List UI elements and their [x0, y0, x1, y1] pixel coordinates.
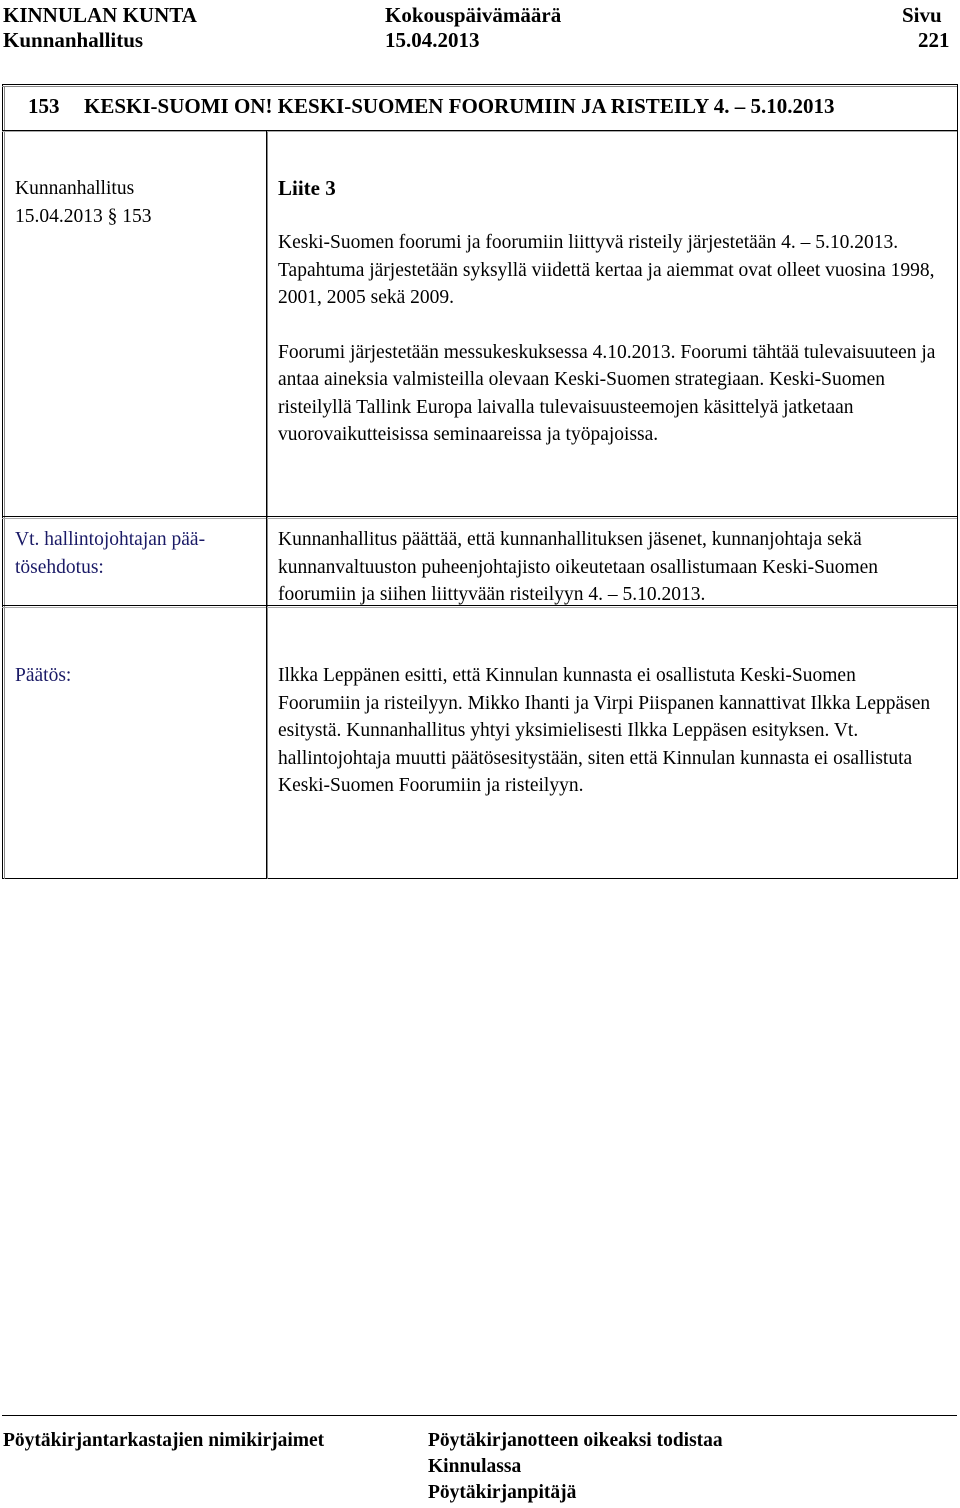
footer-secretary: Pöytäkirjanpitäjä — [428, 1482, 577, 1503]
item-heading — [28, 94, 834, 119]
footer-initials-label: Pöytäkirjantarkastajien nimikirjaimet — [3, 1430, 325, 1451]
proposal-label-line-1: Vt. hallintojohtajan pää- — [15, 529, 206, 550]
meeting-date-label: Kokouspäivämäärä — [385, 3, 562, 27]
appendix-paragraph-1: Keski-Suomen foorumi ja foorumiin liittyvä risteily järjestetään 4. – 5.10.2013. Tapahtuma järjestetään syksyllä viidettä kertaa ja aiemmat ovat olleet vuosina 1998, 2001, 2005 sekä 2009. — [278, 232, 935, 308]
municipality-name: KINNULAN KUNTA — [3, 3, 197, 27]
meta-date: 15.04.2013 — [15, 205, 103, 227]
meta-block — [15, 175, 255, 230]
appendix-section — [278, 175, 943, 449]
meta-date-section — [15, 203, 255, 231]
meeting-date: 15.04.2013 — [385, 28, 480, 52]
item-number: 153 — [28, 94, 60, 118]
page-number: 221 — [918, 28, 950, 52]
proposal-label — [15, 526, 260, 581]
meta-section-number: 153 — [122, 205, 152, 227]
decision-text: Ilkka Leppänen esitti, että Kinnulan kunnasta ei osallistuta Keski-Suomen Foorumiin ja risteilyyn. Mikko Ihanti ja Virpi Piispanen kannattivat Ilkka Leppäsen esitystä. Kunnanhallitus yhtyi yksimielisesti Ilkka Leppäsen esityksen. Vt. hallintojohtaja muutti päätösesitystään, siten että Kinnulan kunnasta ei osallistuta Keski-Suomen Foorumiin ja risteilyyn. — [278, 665, 931, 796]
section-sign: § — [107, 205, 118, 227]
appendix-heading: Liite 3 — [278, 176, 336, 200]
decision-label: Päätös: — [15, 665, 72, 686]
proposal-label-line-2: tösehdotus: — [15, 556, 104, 578]
appendix-paragraph-2: Foorumi järjestetään messukeskuksessa 4.10.2013. Foorumi tähtää tulevaisuuteen ja antaa aineksia valmisteilla olevaan Keski-Suomen strategiaan. Keski-Suomen risteilyllä Tallink Europa laivalla tulevaisuusteemojen käsittelyä jatketaan vuorovaikutteisissa seminaareissa ja työpajoissa. — [278, 341, 936, 445]
meta-body: Kunnanhallitus — [15, 178, 135, 199]
page-label: Sivu — [902, 3, 942, 27]
item-title: KESKI-SUOMI ON! KESKI-SUOMEN FOORUMIIN JA RISTEILY 4. – 5.10.2013 — [84, 94, 835, 118]
meeting-body: Kunnanhallitus — [3, 28, 144, 52]
footer-certification: Pöytäkirjanotteen oikeaksi todistaa — [428, 1430, 723, 1451]
footer-rule — [2, 1415, 957, 1416]
footer-place: Kinnulassa — [428, 1456, 522, 1477]
proposal-text: Kunnanhallitus päättää, että kunnanhallituksen jäsenet, kunnanjohtaja sekä kunnanvaltuuston puheenjohtajisto oikeutetaan osallistumaan Keski-Suomen foorumiin ja siihen liittyvään risteilyyn 4. – 5.10.2013. — [278, 529, 879, 605]
